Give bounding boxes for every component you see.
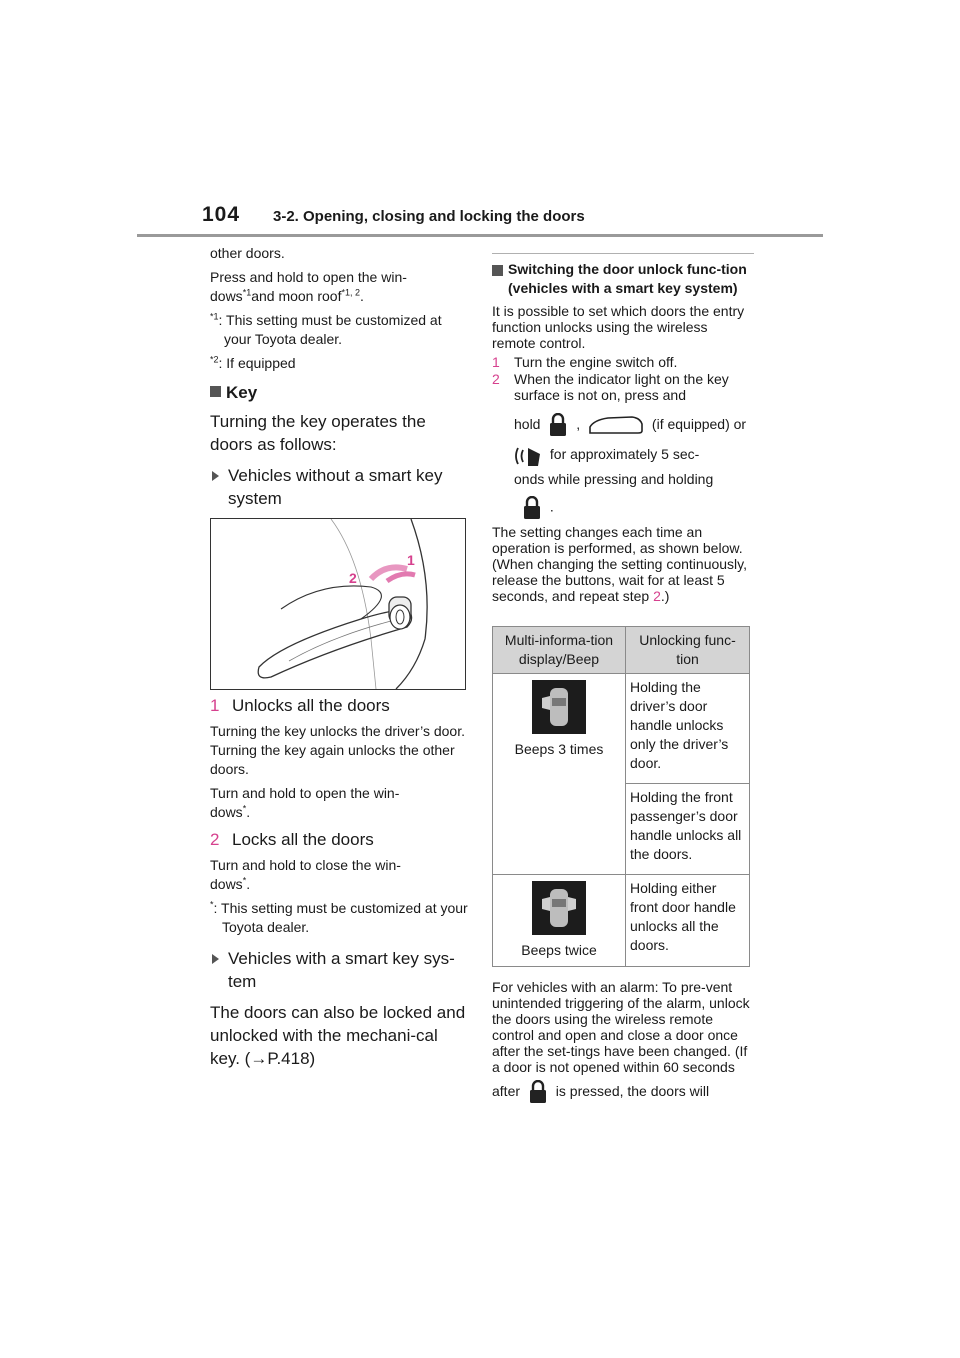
text-after: after bbox=[492, 1082, 521, 1099]
text-doors-will: is pressed, the doors will bbox=[555, 1082, 710, 1099]
text-period: . bbox=[549, 498, 554, 515]
text-turn-hold: Turn and hold to open the win- bbox=[210, 785, 400, 801]
text-while-holding: onds while pressing and holding bbox=[514, 470, 714, 487]
text-comma: , bbox=[576, 416, 581, 432]
icon-line-1 bbox=[514, 413, 754, 437]
lock-icon bbox=[522, 496, 542, 520]
text-open-windows bbox=[210, 268, 472, 306]
step-unlock bbox=[210, 694, 472, 717]
lock-icon bbox=[528, 1080, 548, 1104]
beep-label: Beeps 3 times bbox=[514, 740, 604, 757]
function-cell: Holding the front passenger’s door handle unlocks all the doors. bbox=[626, 783, 750, 874]
unlock-description: Turning the key unlocks the driver’s door. Turning the key again unlocks the other doors. bbox=[210, 723, 465, 777]
page-number: 104 bbox=[202, 203, 241, 226]
icon-line-2 bbox=[514, 443, 754, 489]
footnote-mark: * bbox=[242, 803, 247, 814]
all-doors-display-icon bbox=[532, 881, 586, 935]
mechanical-key-text bbox=[210, 1001, 472, 1070]
bullet-no-smart-key: Vehicles without a smart key system bbox=[210, 464, 472, 510]
table-row bbox=[493, 673, 750, 783]
text-close-paren: .) bbox=[660, 587, 670, 604]
arrow-right-icon: → bbox=[250, 1049, 268, 1068]
figure-label-2: 2 bbox=[349, 570, 357, 586]
function-cell: Holding the driver’s door handle unlocks only the driver’s door. bbox=[626, 673, 750, 783]
display-cell-3-beeps bbox=[493, 673, 626, 874]
text-other-doors: other doors. bbox=[210, 245, 285, 261]
setting-changes-text bbox=[492, 524, 754, 604]
footnote-mark: *1 bbox=[210, 311, 219, 322]
lock-icon bbox=[548, 413, 568, 437]
display-cell-twice bbox=[493, 874, 626, 966]
text-turn-hold: Turn and hold to close the win- bbox=[210, 857, 401, 873]
step-number: 2 bbox=[492, 371, 500, 387]
switching-heading: Switching the door unlock func-tion (vehicles with a smart key system) bbox=[492, 260, 754, 298]
column-header-display: Multi-informa-tion display/Beep bbox=[493, 626, 626, 673]
footnote-3 bbox=[210, 899, 472, 937]
unlock-function-table bbox=[492, 626, 750, 967]
text-setting-changes: The setting changes each time an operation is performed, as shown below. (When changing the setting continuously, release the buttons, wait for at least 5 seconds, and repeat step bbox=[492, 523, 748, 604]
step-number: 2 bbox=[210, 830, 220, 849]
footnote-text: : This setting must be customized at your Toyota dealer. bbox=[218, 312, 442, 347]
page-reference-link[interactable]: P.418) bbox=[267, 1049, 316, 1068]
car-outline-icon bbox=[588, 414, 644, 436]
driver-door-display-icon bbox=[532, 680, 586, 734]
footnote-1 bbox=[210, 311, 472, 349]
text-windows: dows bbox=[210, 804, 243, 820]
section-title: 3-2. Opening, closing and locking the doors bbox=[273, 208, 585, 225]
step-text: Unlocks all the doors bbox=[232, 696, 390, 715]
key-intro: Turning the key operates the doors as follows: bbox=[210, 412, 426, 454]
step-reference: 2 bbox=[653, 587, 661, 604]
column-header-function: Unlocking func-tion bbox=[626, 626, 750, 673]
right-column bbox=[492, 244, 754, 1104]
text-mechanical-key: The doors can also be locked and unlocked with the mechani-cal key. ( bbox=[210, 1003, 466, 1068]
step-lock bbox=[210, 828, 472, 851]
figure-label-1: 1 bbox=[407, 552, 415, 568]
table-header-row bbox=[493, 626, 750, 673]
footnote-text: : If equipped bbox=[218, 355, 296, 371]
text-period: . bbox=[246, 804, 251, 820]
step-engine-off bbox=[492, 354, 754, 370]
section-rule bbox=[492, 253, 754, 254]
text-press-hold: Press and hold to open the win- bbox=[210, 269, 407, 285]
text-if-equipped: (if equipped) or bbox=[651, 416, 747, 432]
step-text: When the indicator light on the key surface is not on, press and bbox=[514, 371, 729, 403]
text-windows: dows bbox=[210, 288, 243, 304]
text-moon-roof: and moon roof bbox=[251, 288, 342, 304]
footnote-mark: * bbox=[210, 899, 214, 910]
door-handle-figure bbox=[210, 518, 466, 690]
icon-line-3 bbox=[514, 496, 754, 520]
function-cell: Holding either front door handle unlocks all the doors. bbox=[626, 874, 750, 966]
footnote-2 bbox=[210, 354, 472, 373]
unlock-windows bbox=[210, 784, 472, 822]
left-column bbox=[210, 244, 472, 1070]
text-period: . bbox=[360, 288, 364, 304]
text-period: . bbox=[246, 876, 251, 892]
table-row bbox=[493, 874, 750, 966]
footnote-text: : This setting must be customized at your Toyota dealer. bbox=[213, 900, 468, 935]
text-windows: dows bbox=[210, 876, 243, 892]
step-number: 1 bbox=[492, 354, 500, 370]
step-press-hold bbox=[492, 371, 754, 520]
beep-label: Beeps twice bbox=[521, 941, 597, 958]
door-handle-illustration bbox=[211, 519, 465, 689]
text-hold: hold bbox=[514, 416, 541, 432]
key-heading: Key bbox=[210, 381, 472, 404]
footnote-mark: *1, 2 bbox=[341, 287, 361, 298]
step-text: Locks all the doors bbox=[232, 830, 374, 849]
step-text: Turn the engine switch off. bbox=[514, 354, 678, 370]
alarm-note: For vehicles with an alarm: To pre-vent unintended triggering of the alarm, unlock the doors using the wireless remote control and open and close a door once after the set-tings have been changed. (If a door is not opened within 60 seconds bbox=[492, 978, 750, 1075]
tailgate-icon bbox=[514, 444, 542, 468]
footnote-mark: *2 bbox=[210, 354, 219, 365]
step-number: 1 bbox=[210, 696, 220, 715]
footnote-mark: * bbox=[242, 875, 247, 886]
bullet-smart-key: Vehicles with a smart key sys-tem bbox=[210, 947, 472, 993]
header-rule bbox=[137, 234, 823, 237]
footnote-mark: *1 bbox=[242, 287, 252, 298]
switching-intro: It is possible to set which doors the entry function unlocks using the wireless remote control. bbox=[492, 303, 745, 351]
lock-windows bbox=[210, 856, 472, 894]
alarm-note-continued bbox=[492, 1079, 754, 1104]
text-approx-5-sec: for approximately 5 sec- bbox=[549, 446, 700, 463]
